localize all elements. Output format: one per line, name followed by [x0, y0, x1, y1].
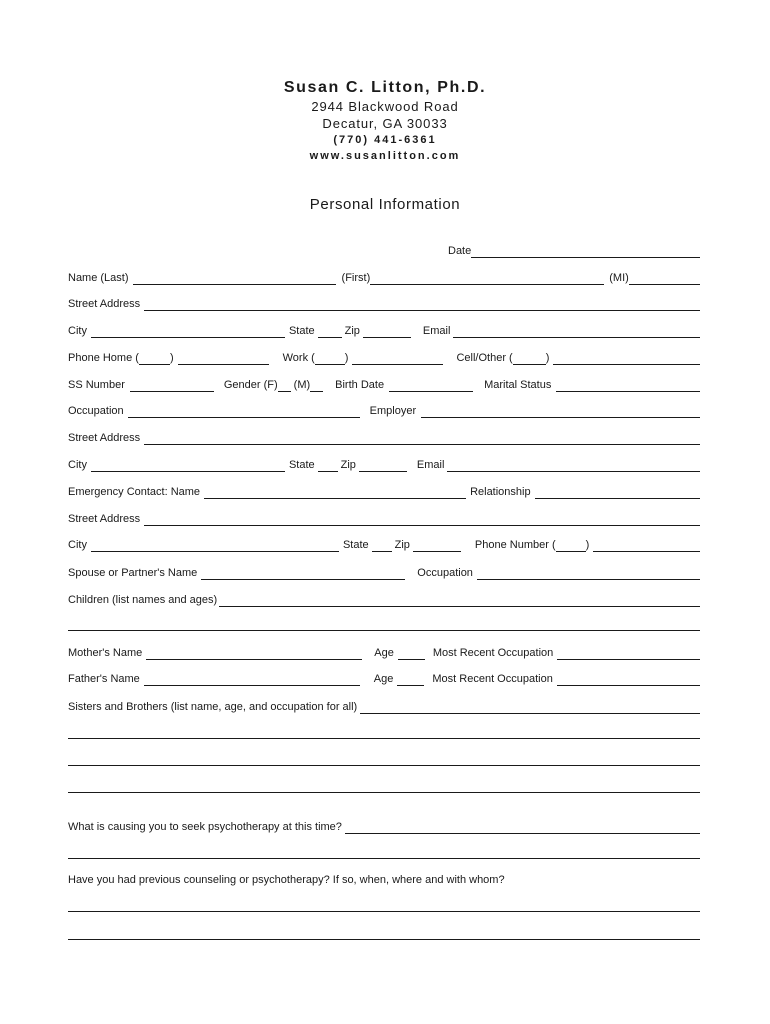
- state-label: State: [288, 325, 315, 337]
- occupation-field[interactable]: [128, 406, 360, 418]
- siblings-extra-line-3[interactable]: [68, 792, 700, 793]
- spouse-occupation-field[interactable]: [477, 568, 700, 580]
- mother-occupation-label: Most Recent Occupation: [432, 647, 554, 659]
- last-name-label: Name (Last): [68, 272, 129, 284]
- employer-email-label: Email: [416, 459, 445, 471]
- personal-details-row: [68, 378, 700, 392]
- home-area-code-field[interactable]: [139, 353, 170, 365]
- last-name-field[interactable]: [133, 273, 336, 285]
- previous-counseling-line-1[interactable]: [68, 911, 700, 912]
- cell-phone-label: Cell/Other (: [456, 352, 513, 364]
- previous-counseling-row: [68, 873, 700, 887]
- employer-street-label: Street Address: [68, 432, 141, 444]
- employer-zip-label: Zip: [340, 459, 356, 471]
- employer-label: Employer: [369, 405, 417, 417]
- ss-number-field[interactable]: [130, 380, 214, 392]
- gender-f-label: Gender (F): [223, 379, 278, 391]
- employer-street-row: [68, 431, 700, 445]
- employer-state-field[interactable]: [318, 460, 338, 472]
- middle-initial-label: (MI): [609, 272, 629, 284]
- employer-city-field[interactable]: [91, 460, 285, 472]
- date-field[interactable]: [471, 246, 700, 258]
- mother-row: [68, 646, 700, 660]
- siblings-extra-line-2[interactable]: [68, 765, 700, 766]
- zip-field[interactable]: [363, 326, 411, 338]
- emergency-street-field[interactable]: [144, 514, 700, 526]
- cell-phone-field[interactable]: [553, 353, 700, 365]
- occupation-label: Occupation: [68, 405, 124, 417]
- zip-label: Zip: [344, 325, 360, 337]
- fathers-name-field[interactable]: [144, 674, 360, 686]
- form-title: Personal Information: [309, 196, 461, 213]
- children-field[interactable]: [219, 595, 700, 607]
- emergency-city-field[interactable]: [91, 540, 339, 552]
- emergency-state-field[interactable]: [372, 540, 392, 552]
- siblings-label: Sisters and Brothers (list name, age, and occupation for all): [68, 701, 358, 713]
- gender-m-label: (M): [293, 379, 311, 391]
- home-phone-field[interactable]: [178, 353, 269, 365]
- father-age-label: Age: [373, 673, 394, 685]
- employer-state-label: State: [288, 459, 315, 471]
- siblings-row: [68, 700, 700, 714]
- first-name-label: (First): [341, 272, 371, 284]
- emergency-contact-label: Emergency Contact: Name: [68, 486, 201, 498]
- siblings-field[interactable]: [360, 702, 700, 714]
- spouse-row: [68, 566, 700, 580]
- street-address-field[interactable]: [144, 299, 700, 311]
- father-occupation-field[interactable]: [557, 674, 700, 686]
- work-phone-label: Work (: [282, 352, 315, 364]
- phone-home-label: Phone Home (: [68, 352, 139, 364]
- date-row: [68, 244, 700, 258]
- emergency-city-row: [68, 538, 700, 552]
- emergency-zip-field[interactable]: [413, 540, 461, 552]
- date-label: Date: [448, 245, 472, 257]
- employer-zip-field[interactable]: [359, 460, 407, 472]
- psychotherapy-reason-label: What is causing you to seek psychotherapy at this time?: [68, 821, 342, 833]
- work-phone-close: ): [344, 352, 349, 364]
- emergency-phone-label: Phone Number (: [474, 539, 556, 551]
- children-row: [68, 593, 700, 607]
- marital-status-label: Marital Status: [484, 379, 552, 391]
- employer-field[interactable]: [421, 406, 700, 418]
- emergency-state-label: State: [342, 539, 369, 551]
- emergency-city-label: City: [68, 539, 87, 551]
- website-url: www.susanlitton.com: [309, 150, 461, 162]
- emergency-phone-field[interactable]: [593, 540, 700, 552]
- emergency-zip-label: Zip: [394, 539, 410, 551]
- employer-city-row: [68, 458, 700, 472]
- city-field[interactable]: [91, 326, 285, 338]
- cell-phone-close: ): [545, 352, 550, 364]
- previous-counseling-line-2[interactable]: [68, 939, 700, 940]
- siblings-extra-line-1[interactable]: [68, 738, 700, 739]
- street-address-label: Street Address: [68, 298, 141, 310]
- occupation-row: [68, 404, 700, 418]
- gender-m-field[interactable]: [310, 380, 323, 392]
- emergency-street-row: [68, 512, 700, 526]
- email-field[interactable]: [453, 326, 700, 338]
- phone-row: [68, 351, 700, 365]
- mother-age-label: Age: [374, 647, 394, 659]
- father-occupation-label: Most Recent Occupation: [432, 673, 553, 685]
- fathers-name-label: Father's Name: [68, 673, 140, 685]
- psychotherapy-reason-row: [68, 820, 700, 834]
- children-label: Children (list names and ages): [68, 594, 218, 606]
- previous-counseling-label: Have you had previous counseling or psychotherapy? If so, when, where and with whom?: [68, 874, 505, 886]
- spouse-occupation-label: Occupation: [417, 567, 473, 579]
- psychotherapy-reason-extra-line[interactable]: [68, 858, 700, 859]
- spouse-name-label: Spouse or Partner's Name: [68, 567, 198, 579]
- work-area-code-field[interactable]: [315, 353, 345, 365]
- employer-email-field[interactable]: [447, 460, 700, 472]
- office-phone: (770) 441-6361: [333, 134, 437, 146]
- spouse-name-field[interactable]: [201, 568, 405, 580]
- emergency-contact-row: [68, 485, 700, 499]
- father-row: [68, 672, 700, 686]
- children-extra-line[interactable]: [68, 630, 700, 631]
- state-field[interactable]: [318, 326, 342, 338]
- birth-date-label: Birth Date: [335, 379, 385, 391]
- marital-status-field[interactable]: [556, 380, 700, 392]
- gender-f-field[interactable]: [278, 380, 291, 392]
- relationship-field[interactable]: [535, 487, 700, 499]
- father-age-field[interactable]: [397, 674, 424, 686]
- mother-occupation-field[interactable]: [557, 648, 700, 660]
- street-address-row: [68, 297, 700, 311]
- practitioner-name: Susan C. Litton, Ph.D.: [283, 79, 487, 96]
- letterhead: [0, 78, 770, 164]
- address-line-1: 2944 Blackwood Road: [311, 99, 459, 114]
- name-row: [68, 271, 700, 285]
- emergency-phone-close: ): [585, 539, 590, 551]
- emergency-area-code-field[interactable]: [556, 540, 586, 552]
- relationship-label: Relationship: [470, 486, 531, 498]
- emergency-contact-field[interactable]: [204, 487, 466, 499]
- city-label: City: [68, 325, 87, 337]
- phone-home-close: ): [169, 352, 174, 364]
- middle-initial-field[interactable]: [629, 273, 700, 285]
- work-phone-field[interactable]: [352, 353, 443, 365]
- birth-date-field[interactable]: [389, 380, 473, 392]
- address-line-2: Decatur, GA 30033: [322, 116, 448, 131]
- employer-city-label: City: [68, 459, 87, 471]
- city-row: [68, 324, 700, 338]
- first-name-field[interactable]: [370, 273, 604, 285]
- emergency-street-label: Street Address: [68, 513, 141, 525]
- psychotherapy-reason-field[interactable]: [345, 822, 700, 834]
- employer-street-field[interactable]: [144, 433, 700, 445]
- mother-age-field[interactable]: [398, 648, 425, 660]
- email-label: Email: [422, 325, 451, 337]
- cell-area-code-field[interactable]: [513, 353, 546, 365]
- mothers-name-field[interactable]: [146, 648, 362, 660]
- mothers-name-label: Mother's Name: [68, 647, 143, 659]
- ss-number-label: SS Number: [68, 379, 125, 391]
